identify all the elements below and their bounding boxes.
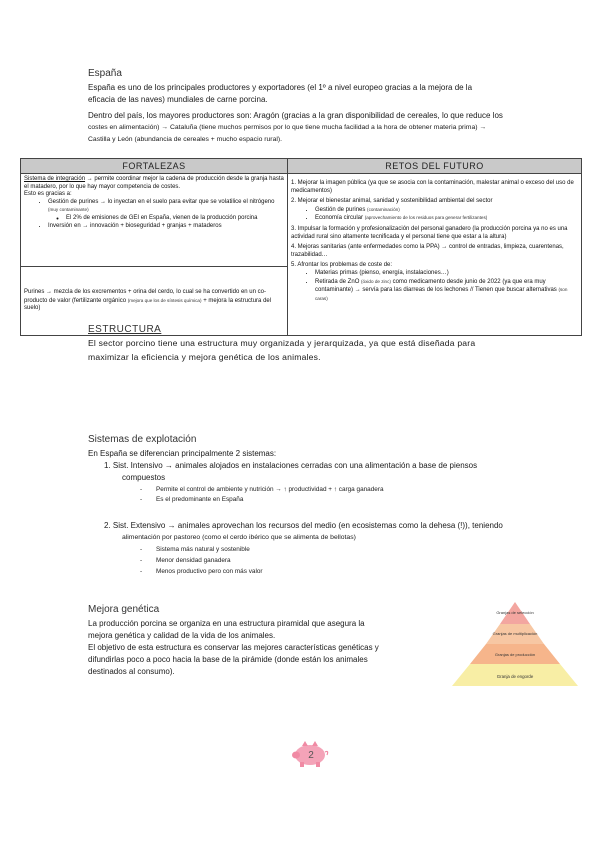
- espana-paragraph-2b: costes en alimentación) → Cataluña (tiene muchos permisos por lo que tiene mucha facilidad a la hora de obtener materia prima) →: [88, 124, 487, 131]
- thanks-label: Esto es gracias a:: [24, 191, 72, 198]
- fortalezas-cell-bottom: Purines → mezcla de los excrementos + orina del cerdo, lo cual se ha convertido en un co-producto de valor (fertilizante orgánico (mejora que los de síntesis química) + mejora la estructura del suelo): [21, 267, 288, 336]
- espana-paragraph-2c: Castilla y León (abundancia de cereales + mucho espacio rural).: [88, 136, 283, 143]
- list-item: • Gestión de purines → lo inyectan en el suelo para evitar que se volatilice el nitrógeno (muy contaminante) ◦ El 2% de emisiones de GEI en España, vienen de la producción porcina: [48, 199, 284, 223]
- list-item: - Menor densidad ganadera: [156, 556, 231, 565]
- estructura-p1: El sector porcino tiene una estructura muy organizada y jerarquizada, ya que está diseñada para: [88, 338, 476, 348]
- section-title-estructura: ESTRUCTURA: [88, 324, 162, 335]
- list-item: • Materias primas (pienso, energía, instalaciones…): [315, 270, 578, 278]
- reto-1: 1. Mejorar la imagen pública (ya que se asocia con la contaminación, malestar animal o exceso del uso de medicamentos): [291, 180, 574, 194]
- strengths-challenges-table: [20, 158, 582, 336]
- pyramid-label-3: Granjas de producción: [494, 652, 536, 657]
- pyramid-label-2: Granjas de multiplicación: [492, 631, 538, 636]
- purines-text: Purines → mezcla de los excrementos + orina del cerdo, lo cual se ha convertido en un co-producto de valor (fertilizante orgánico: [24, 289, 266, 304]
- list-item: - Menos productivo pero con más valor: [156, 567, 263, 576]
- mejora-p1: La producción porcina se organiza en una estructura piramidal que asegura la: [88, 619, 365, 628]
- list-item: - Es el predominante en España: [156, 495, 243, 504]
- mejora-p4: difundirlas poco a poco hacia la base de la pirámide (donde están los animales: [88, 655, 368, 664]
- list-item: • Retirada de ZnO (óxido de zinc) como medicamento desde junio de 2022 (ya que era muy contaminante) → servía para las diarreas de los lechones // Tienen que buscar alternativas (son caras): [315, 278, 578, 304]
- espana-paragraph-1a: España es uno de los principales productores y exportadores (el 1º a nivel europeo gracias a la mejora de la: [88, 83, 473, 92]
- reto-4: 4. Mejoras sanitarias (ante enfermedades como la PPA) → control de entradas, limpieza, cuarentenas, trazabilidad…: [291, 244, 564, 258]
- estructura-p2: maximizar la eficiencia y mejora genética de los animales.: [88, 352, 321, 362]
- sistemas-intro: En España se diferencian principalmente 2 sistemas:: [88, 449, 277, 458]
- integration-text: → permite coordinar mejor la cadena de producción desde la granja hasta el matadero, por lo que hay mayor competencia de costes.: [24, 176, 284, 190]
- mejora-p3: El objetivo de esta estructura es conservar las mejores características genéticas y: [88, 643, 379, 652]
- section-title-espana: España: [88, 68, 122, 79]
- list-item: ◦ El 2% de emisiones de GEI en España, vienen de la producción porcina: [66, 215, 284, 223]
- list-item: • Economía circular (aprovechamiento de los residuos para generar fertilizantes): [315, 214, 578, 223]
- table-header-fortalezas: FORTALEZAS: [21, 159, 288, 174]
- sistema-extensivo: 2. Sist. Extensivo → animales aprovechan los recursos del medio (en ecosistemas como la dehesa (!)), teniendo: [104, 521, 503, 530]
- list-item: - Permite el control de ambiente y nutrición → ↑ productividad + ↑ carga ganadera: [156, 485, 384, 494]
- pyramid-label-1: Granjas de selección: [496, 610, 534, 615]
- section-title-sistemas: Sistemas de explotación: [88, 434, 197, 445]
- pyramid-label-4: Granja de engorde: [496, 674, 534, 679]
- mejora-p5: destinados al consumo).: [88, 667, 175, 676]
- genetic-pyramid-diagram: [450, 602, 580, 686]
- section-title-mejora: Mejora genética: [88, 604, 160, 615]
- espana-paragraph-1b: eficacia de las naves) mundiales de carne porcina.: [88, 95, 268, 104]
- sistema-intensivo: 1. Sist. Intensivo → animales alojados en instalaciones cerradas con una alimentación a base de piensos: [104, 461, 478, 470]
- mejora-p2: mejora genética y calidad de la vida de los animales.: [88, 631, 276, 640]
- integration-label: Sistema de integración: [24, 176, 86, 182]
- reto-5: 5. Afrontar los problemas de coste de:: [291, 262, 393, 269]
- list-item: • Gestión de purines (contaminación): [315, 206, 578, 215]
- sistema-intensivo-cont: compuestos: [122, 473, 166, 482]
- page-number: 2: [308, 750, 314, 761]
- list-item: • Inversión en → innovación + bioseguridad + granjas + mataderos: [48, 223, 284, 231]
- retos-cell: [288, 174, 582, 336]
- reto-2: 2. Mejorar el bienestar animal, sanidad y sostenibilidad ambiental del sector: [291, 198, 493, 205]
- espana-paragraph-2a: Dentro del país, los mayores productores son: Aragón (gracias a la gran disponibilidad de cereales, lo que reduce los: [88, 111, 503, 120]
- table-header-retos: RETOS DEL FUTURO: [288, 159, 582, 174]
- fortalezas-cell-top: [21, 174, 288, 267]
- list-item: - Sistema más natural y sostenible: [156, 545, 250, 554]
- sistema-extensivo-cont: alimentación por pastoreo (como el cerdo ibérico que se alimenta de bellotas): [122, 534, 356, 541]
- pig-page-number-icon: [290, 740, 330, 768]
- reto-3: 3. Impulsar la formación y profesionalización del personal ganadero (la producción porcina ya no es una actividad rural sino altamente tecnificada y el personal tiene que estar a la altura): [291, 225, 568, 240]
